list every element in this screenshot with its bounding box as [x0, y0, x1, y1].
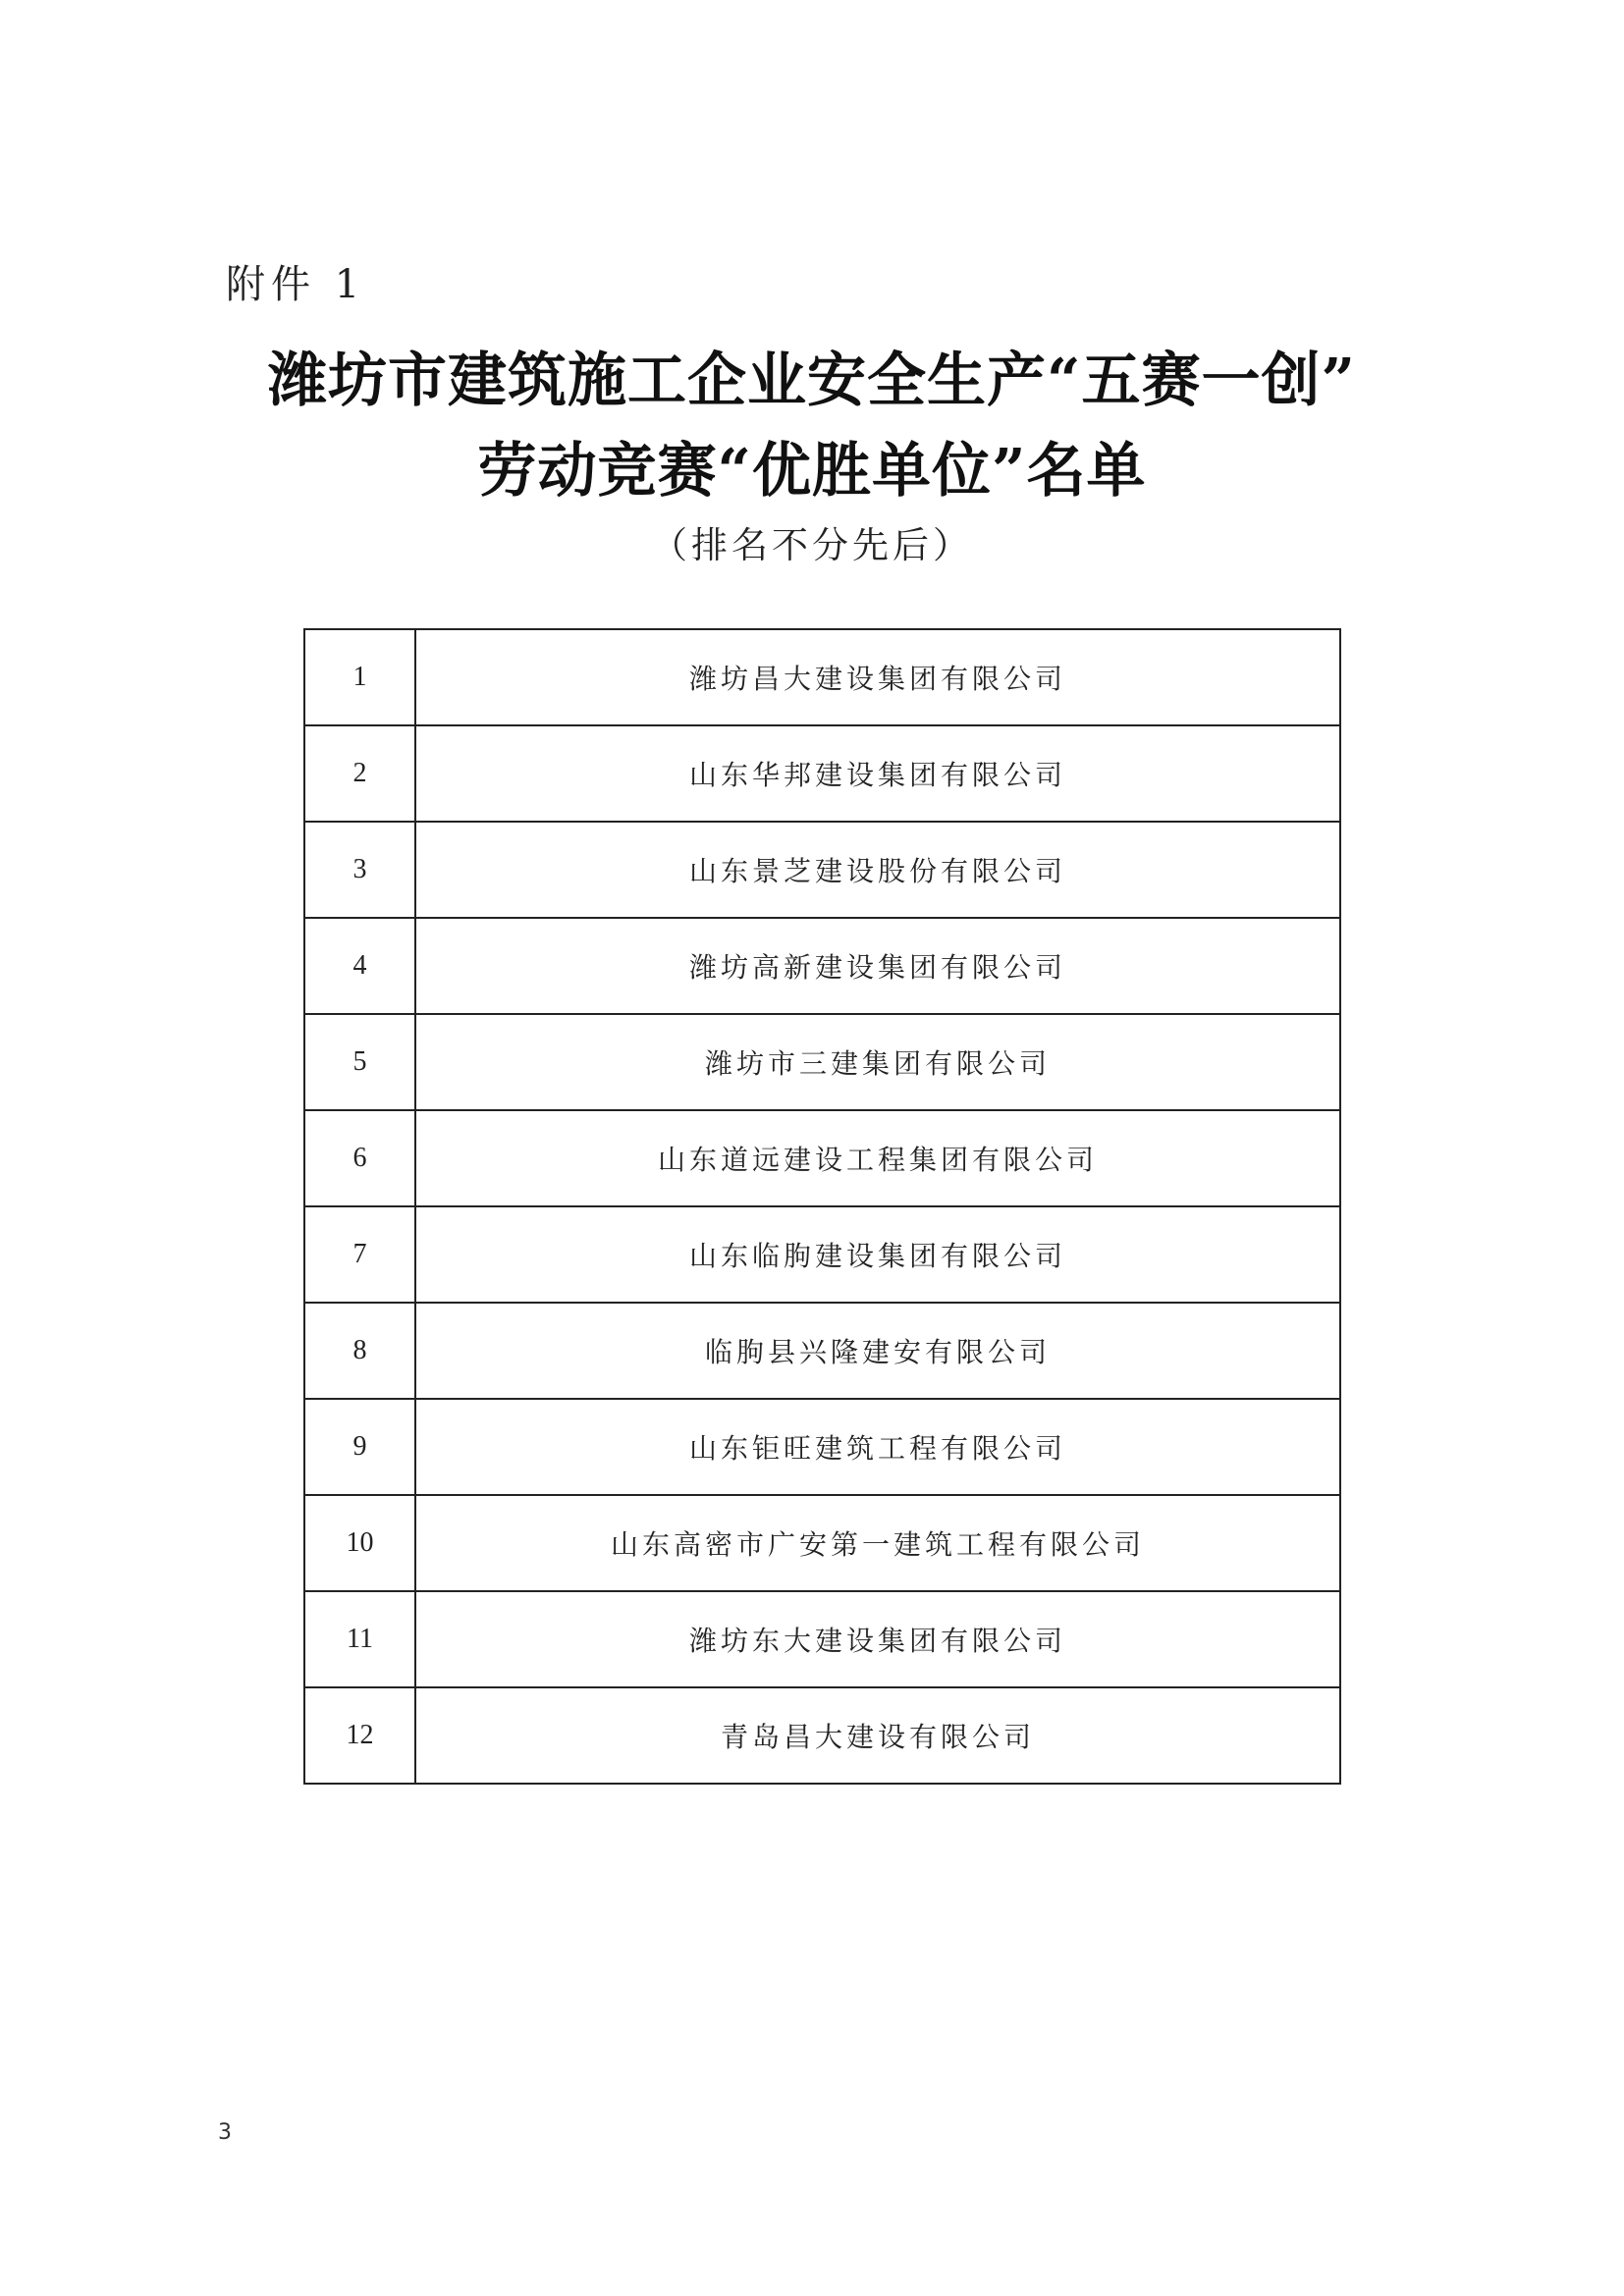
table-row [304, 1591, 1340, 1687]
table-row [304, 725, 1340, 822]
document-title-line-1: 潍坊市建筑施工企业安全生产“五赛一创” [267, 347, 1357, 415]
row-number: 6 [304, 1110, 415, 1206]
row-number: 10 [304, 1495, 415, 1591]
unit-name: 潍坊高新建设集团有限公司 [415, 918, 1340, 1014]
document-title-line-2: 劳动竞赛“优胜单位”名单 [477, 437, 1147, 506]
unit-name: 潍坊市三建集团有限公司 [415, 1014, 1340, 1110]
page-number: 3 [218, 2120, 232, 2145]
row-number: 1 [304, 629, 415, 725]
winning-units-table [303, 628, 1341, 1785]
table-row [304, 1014, 1340, 1110]
unit-name: 山东钜旺建筑工程有限公司 [415, 1399, 1340, 1495]
unit-name: 山东道远建设工程集团有限公司 [415, 1110, 1340, 1206]
ranking-note: （排名不分先后） [651, 524, 973, 566]
row-number: 2 [304, 725, 415, 822]
table-row [304, 629, 1340, 725]
unit-name: 山东景芝建设股份有限公司 [415, 822, 1340, 918]
table-row [304, 1399, 1340, 1495]
row-number: 11 [304, 1591, 415, 1687]
unit-name: 临朐县兴隆建安有限公司 [415, 1303, 1340, 1399]
table-row [304, 822, 1340, 918]
row-number: 12 [304, 1687, 415, 1784]
row-number: 8 [304, 1303, 415, 1399]
unit-name: 潍坊东大建设集团有限公司 [415, 1591, 1340, 1687]
row-number: 7 [304, 1206, 415, 1303]
unit-name: 青岛昌大建设有限公司 [415, 1687, 1340, 1784]
row-number: 3 [304, 822, 415, 918]
row-number: 5 [304, 1014, 415, 1110]
table-row [304, 1206, 1340, 1303]
row-number: 9 [304, 1399, 415, 1495]
unit-name: 山东临朐建设集团有限公司 [415, 1206, 1340, 1303]
attachment-label: 附件 1 [226, 262, 366, 307]
table-row [304, 1110, 1340, 1206]
row-number: 4 [304, 918, 415, 1014]
unit-name: 山东高密市广安第一建筑工程有限公司 [415, 1495, 1340, 1591]
unit-name: 山东华邦建设集团有限公司 [415, 725, 1340, 822]
table-row [304, 918, 1340, 1014]
unit-name: 潍坊昌大建设集团有限公司 [415, 629, 1340, 725]
table-row [304, 1303, 1340, 1399]
table-row [304, 1687, 1340, 1784]
table-row [304, 1495, 1340, 1591]
